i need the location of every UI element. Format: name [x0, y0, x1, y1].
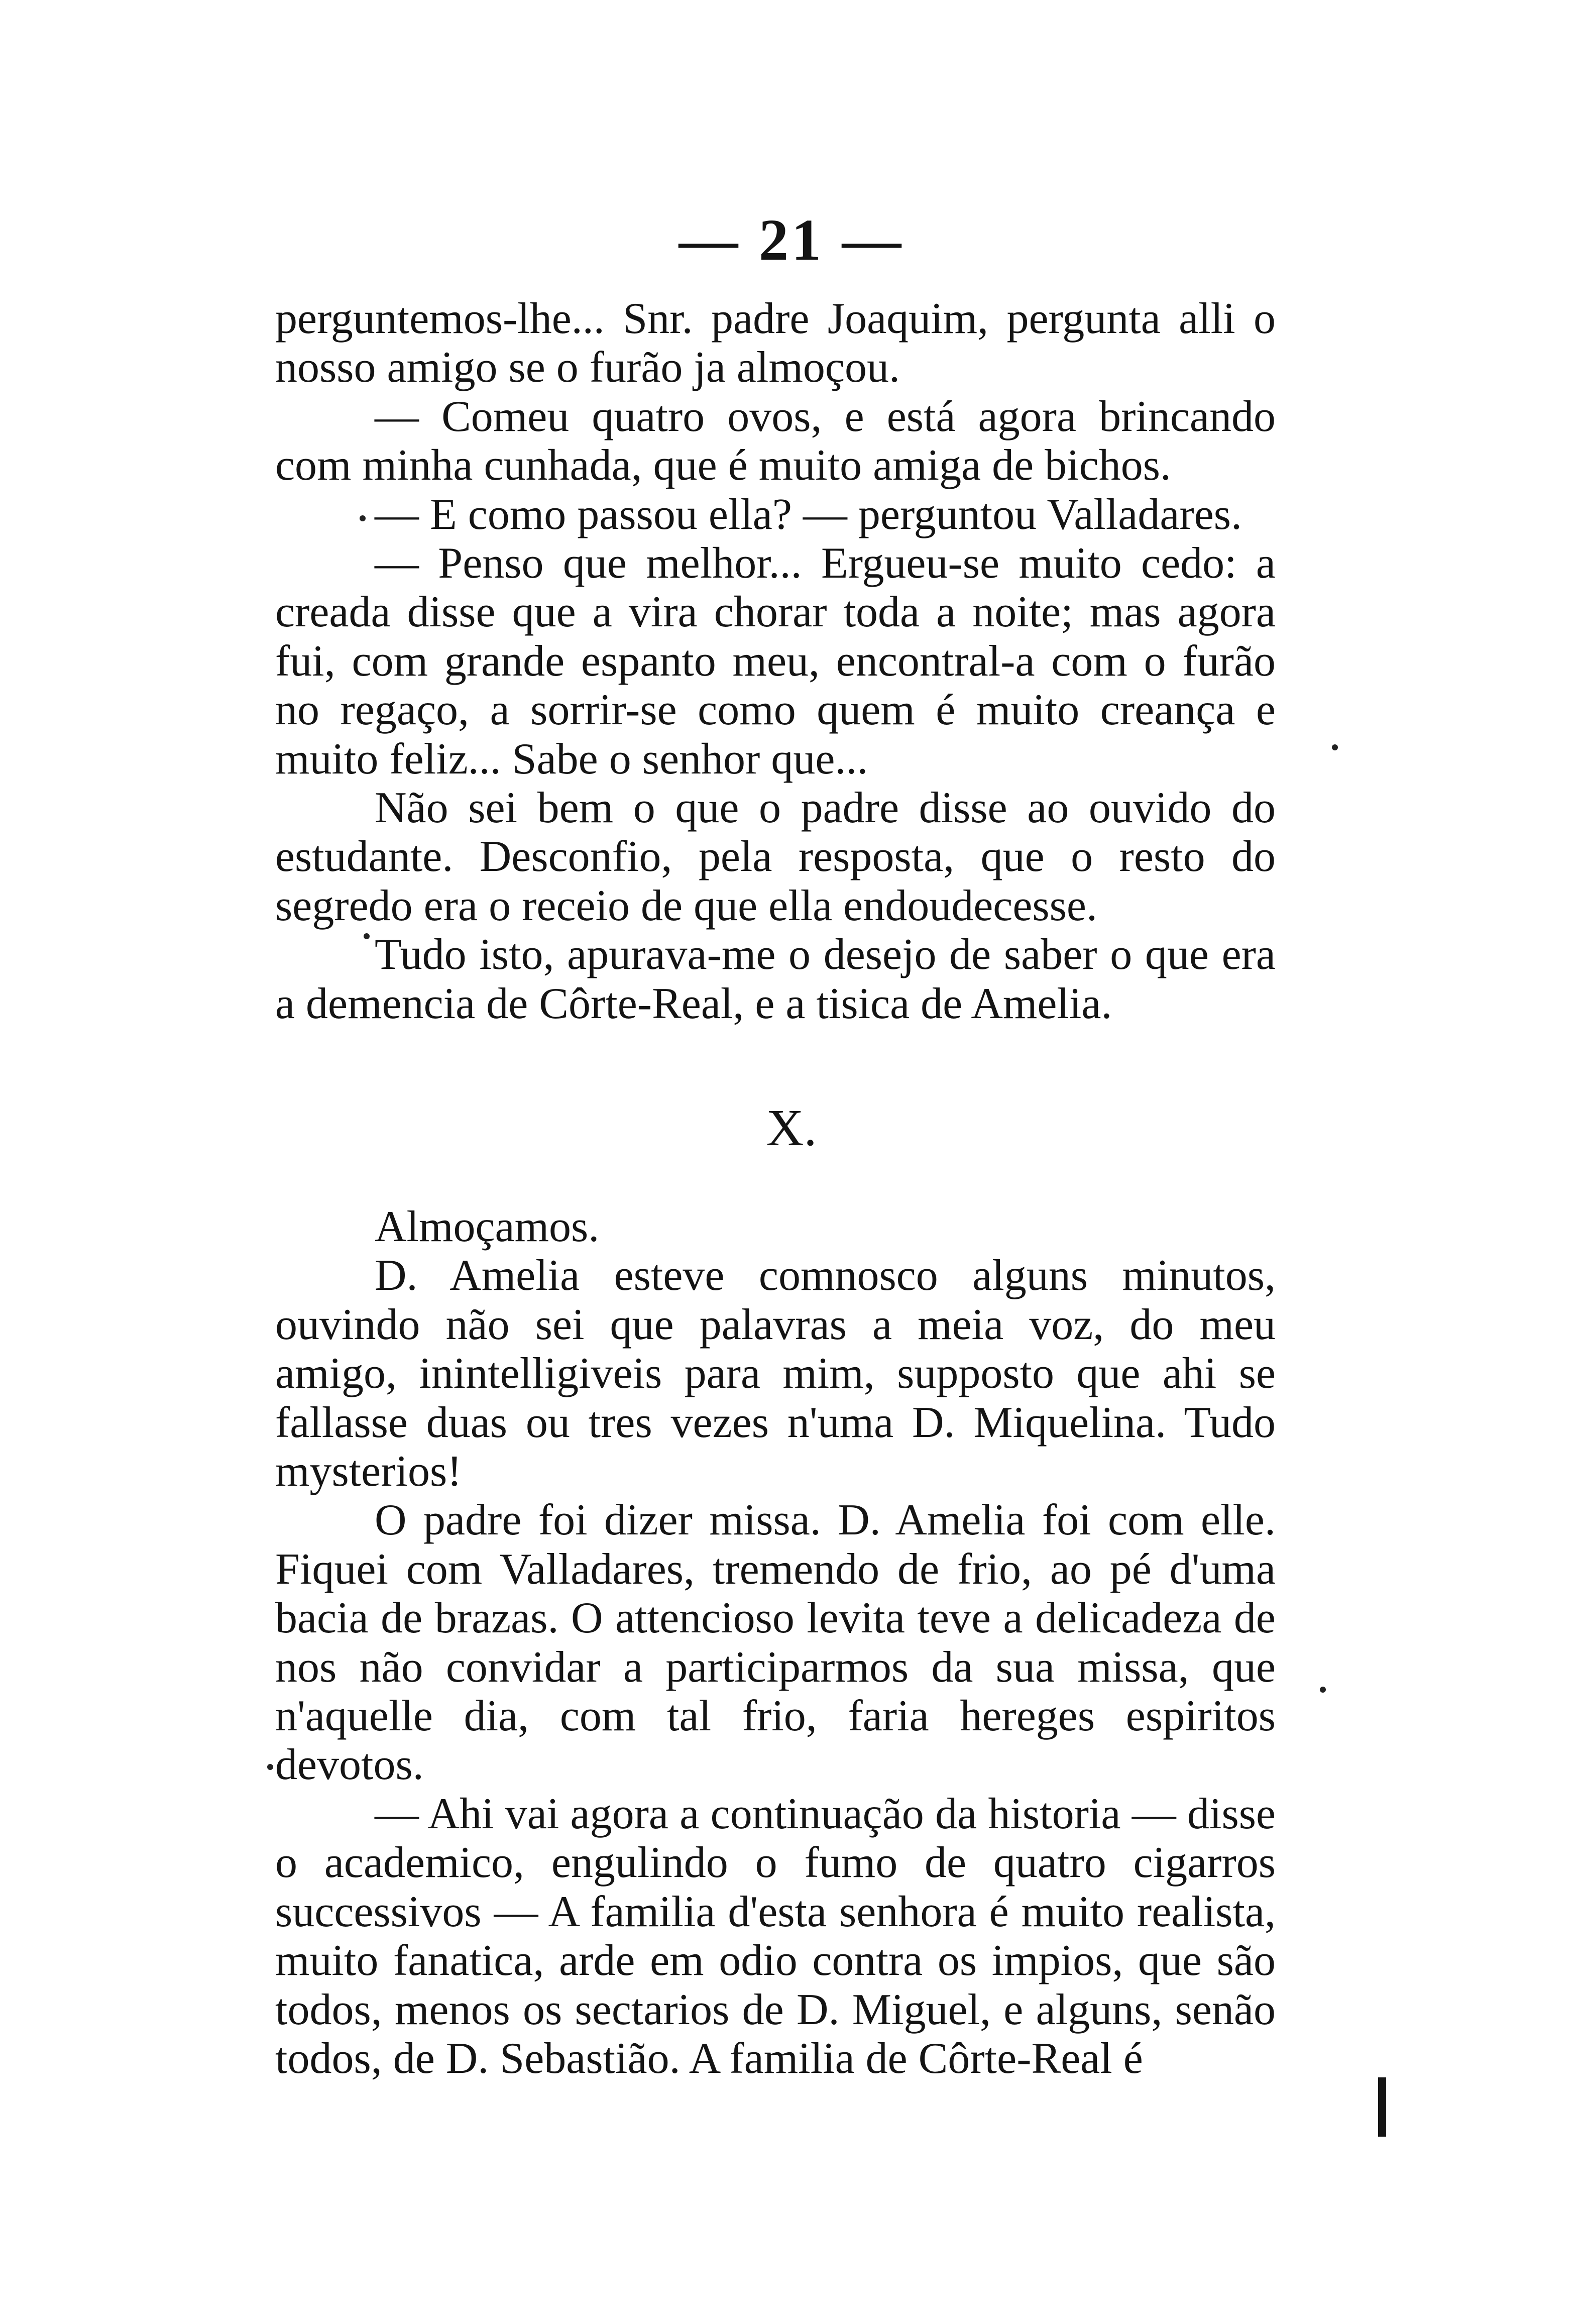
paragraph: — E como passou ella? — perguntou Valladares. [375, 490, 1242, 539]
scan-artifact-dot [360, 515, 366, 521]
paragraph: — Comeu quatro ovos, e está agora brincando com minha cunhada, que é muito amiga de bichos. [275, 392, 1276, 490]
chapter-heading: X. [766, 1099, 817, 1157]
paragraph: — Ahi vai agora a continuação da historia — disse o academico, engulindo o fumo de quatro cigarros successivos — A familia d'esta senhora é muito realista, muito fanatica, arde em odio contra os impios, que são todos, menos os sectarios de D. Miguel, e alguns, senão todos, de D. Sebastião. A familia de Côrte-Real é [275, 1789, 1276, 2083]
scan-artifact-dot [1332, 744, 1338, 750]
paragraph: Não sei bem o que o padre disse ao ouvido do estudante. Desconfio, pela resposta, que o resto do segredo era o receio de que ella endoudecesse. [275, 784, 1276, 930]
paragraph: Tudo isto, apurava-me o desejo de saber o que era a demencia de Côrte-Real, e a tisica de Amelia. [275, 930, 1276, 1028]
paragraph: — Penso que melhor... Ergueu-se muito cedo: a creada disse que a vira chorar toda a noite; mas agora fui, com grande espanto meu, encontral-a com o furão no regaço, a sorrir-se como quem é muito creança e muito feliz... Sabe o senhor que... [275, 539, 1276, 784]
text-block-top [275, 294, 1276, 1028]
text-block-bottom [275, 1202, 1276, 2083]
page-number: — 21 — [679, 207, 904, 273]
scan-artifact-mark [1378, 2077, 1386, 2137]
paragraph: O padre foi dizer missa. D. Amelia foi com elle. Fiquei com Valladares, tremendo de frio, ao pé d'uma bacia de brazas. O attencioso levita teve a delicadeza de nos não convidar a participarmos da sua missa, que n'aquelle dia, com tal frio, faria hereges espiritos devotos. [275, 1496, 1276, 1790]
paragraph: D. Amelia esteve comnosco alguns minutos, ouvindo não sei que palavras a meia voz, do meu amigo, inintelligiveis para mim, supposto que ahi se fallasse duas ou tres vezes n'uma D. Miquelina. Tudo mysterios! [275, 1251, 1276, 1496]
paragraph: Almoçamos. [375, 1202, 600, 1251]
scan-artifact-dot [364, 933, 370, 939]
scan-artifact-dot [1320, 1687, 1326, 1693]
paragraph: perguntemos-lhe... Snr. padre Joaquim, pergunta alli o nosso amigo se o furão ja almoçou. [275, 294, 1276, 392]
scan-artifact-dot [267, 1764, 273, 1770]
